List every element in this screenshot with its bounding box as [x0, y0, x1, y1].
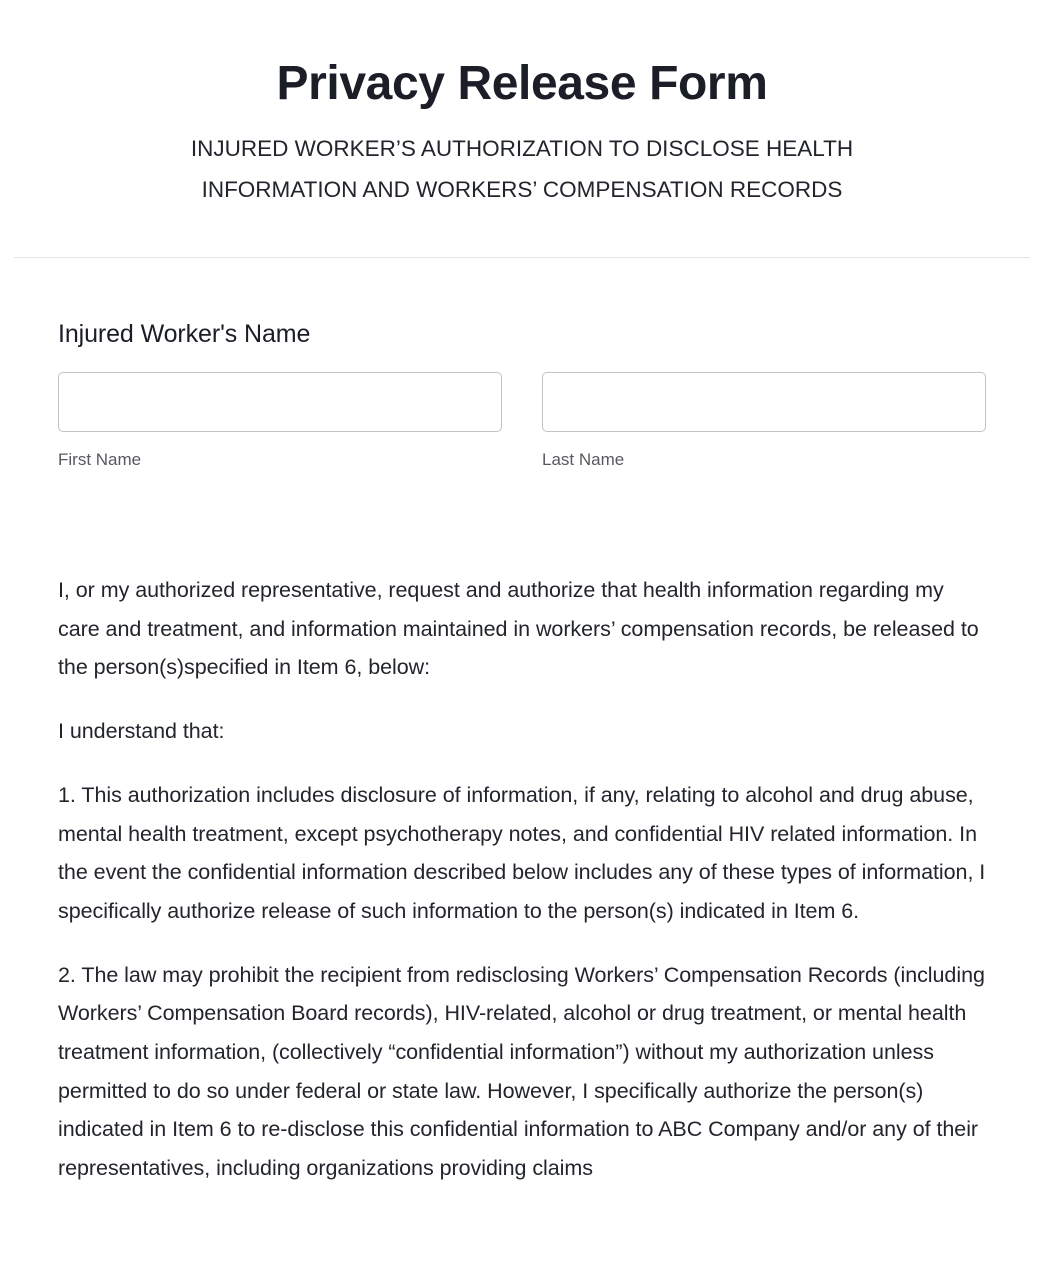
last-name-input[interactable] [542, 372, 986, 432]
understand-lead-paragraph: I understand that: [58, 719, 225, 744]
last-name-column [542, 372, 986, 471]
form-subtitle: INJURED WORKER’S AUTHORIZATION TO DISCLOSE HEALTH INFORMATION AND WORKERS’ COMPENSATION RECORDS [190, 135, 854, 202]
first-name-column [58, 372, 502, 471]
first-name-sublabel: First Name [58, 450, 142, 469]
first-name-input[interactable] [58, 372, 502, 432]
form-body [0, 318, 1044, 1188]
injured-worker-name-group [58, 318, 986, 472]
authorization-body-copy [58, 571, 986, 1188]
authorization-item-2-paragraph: 2. The law may prohibit the recipient from redisclosing Workers’ Compensation Records (including Workers’ Compensation Board records), HIV-related, alcohol or drug treatment, or mental health treatment information, (collectively “confidential information”) without my authorization unless permitted to do so under federal or state law. However, I specifically authorize the person(s) indicated in Item 6 to re-disclose this confidential information to ABC Company and/or any of their representatives, including organizations providing claims [58, 962, 985, 1181]
name-fields-row [58, 372, 986, 471]
header-divider [14, 257, 1030, 258]
authorization-intro-paragraph: I, or my authorized representative, request and authorize that health information regarding my care and treatment, and information maintained in workers’ compensation records, be released to the person(s)specified in Item 6, below: [58, 578, 979, 680]
last-name-sublabel: Last Name [542, 450, 625, 469]
injured-worker-name-label: Injured Worker's Name [58, 319, 311, 348]
form-header [0, 0, 1044, 211]
authorization-item-1-paragraph: 1. This authorization includes disclosure of information, if any, relating to alcohol and drug abuse, mental health treatment, except psychotherapy notes, and confidential HIV related information. In the event the confidential information described below includes any of these types of information, I specifically authorize release of such information to the person(s) indicated in Item 6. [58, 782, 986, 923]
page-title: Privacy Release Form [276, 57, 768, 110]
